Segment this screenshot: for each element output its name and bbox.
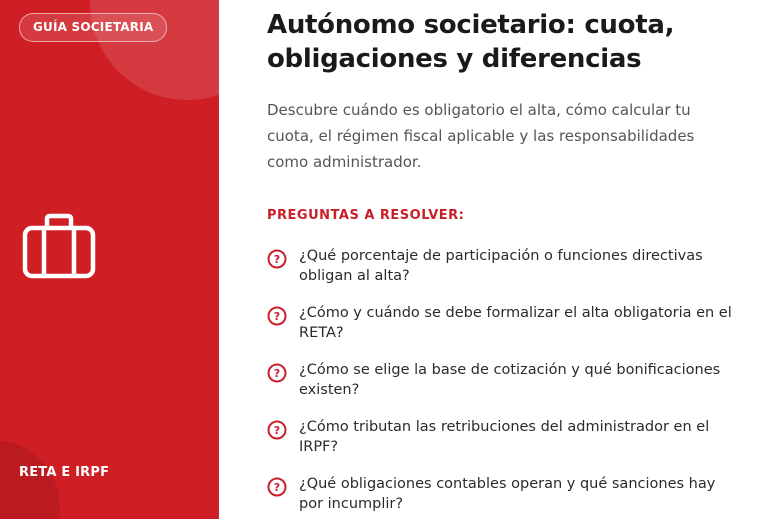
question-text: ¿Cómo tributan las retribuciones del administrador en el IRPF? (299, 419, 710, 455)
list-item (267, 474, 747, 531)
svg-text:?: ? (273, 367, 281, 381)
list-item (267, 246, 747, 303)
list-item (267, 303, 747, 360)
questions-list (267, 246, 747, 531)
briefcase-icon (22, 213, 96, 279)
svg-text:?: ? (273, 481, 281, 495)
question-text: ¿Qué obligaciones contables operan y qué sanciones hay por incumplir? (299, 476, 716, 512)
list-item (267, 417, 747, 474)
question-text: ¿Cómo se elige la base de cotización y qué bonificaciones existen? (299, 362, 721, 398)
questions-heading: PREGUNTAS A RESOLVER: (267, 208, 465, 223)
question-circle-icon (267, 420, 287, 440)
page-title: Autónomo societario: cuota, obligaciones y diferencias (267, 10, 675, 74)
question-circle-icon (267, 477, 287, 497)
category-badge: GUÍA SOCIETARIA (19, 13, 167, 42)
svg-text:?: ? (273, 310, 281, 324)
svg-text:?: ? (273, 424, 281, 438)
question-circle-icon (267, 363, 287, 383)
list-item (267, 360, 747, 417)
question-text: ¿Qué porcentaje de participación o funciones directivas obligan al alta? (299, 248, 703, 284)
question-circle-icon (267, 306, 287, 326)
topic-label: RETA E IRPF (19, 465, 110, 480)
svg-text:?: ? (273, 253, 281, 267)
question-text: ¿Cómo y cuándo se debe formalizar el alta obligatoria en el RETA? (299, 305, 732, 341)
question-circle-icon (267, 249, 287, 269)
page-description: Descubre cuándo es obligatorio el alta, cómo calcular tu cuota, el régimen fiscal aplicable y las responsabilidades como administrador. (267, 101, 695, 171)
sidebar-panel (0, 0, 219, 519)
